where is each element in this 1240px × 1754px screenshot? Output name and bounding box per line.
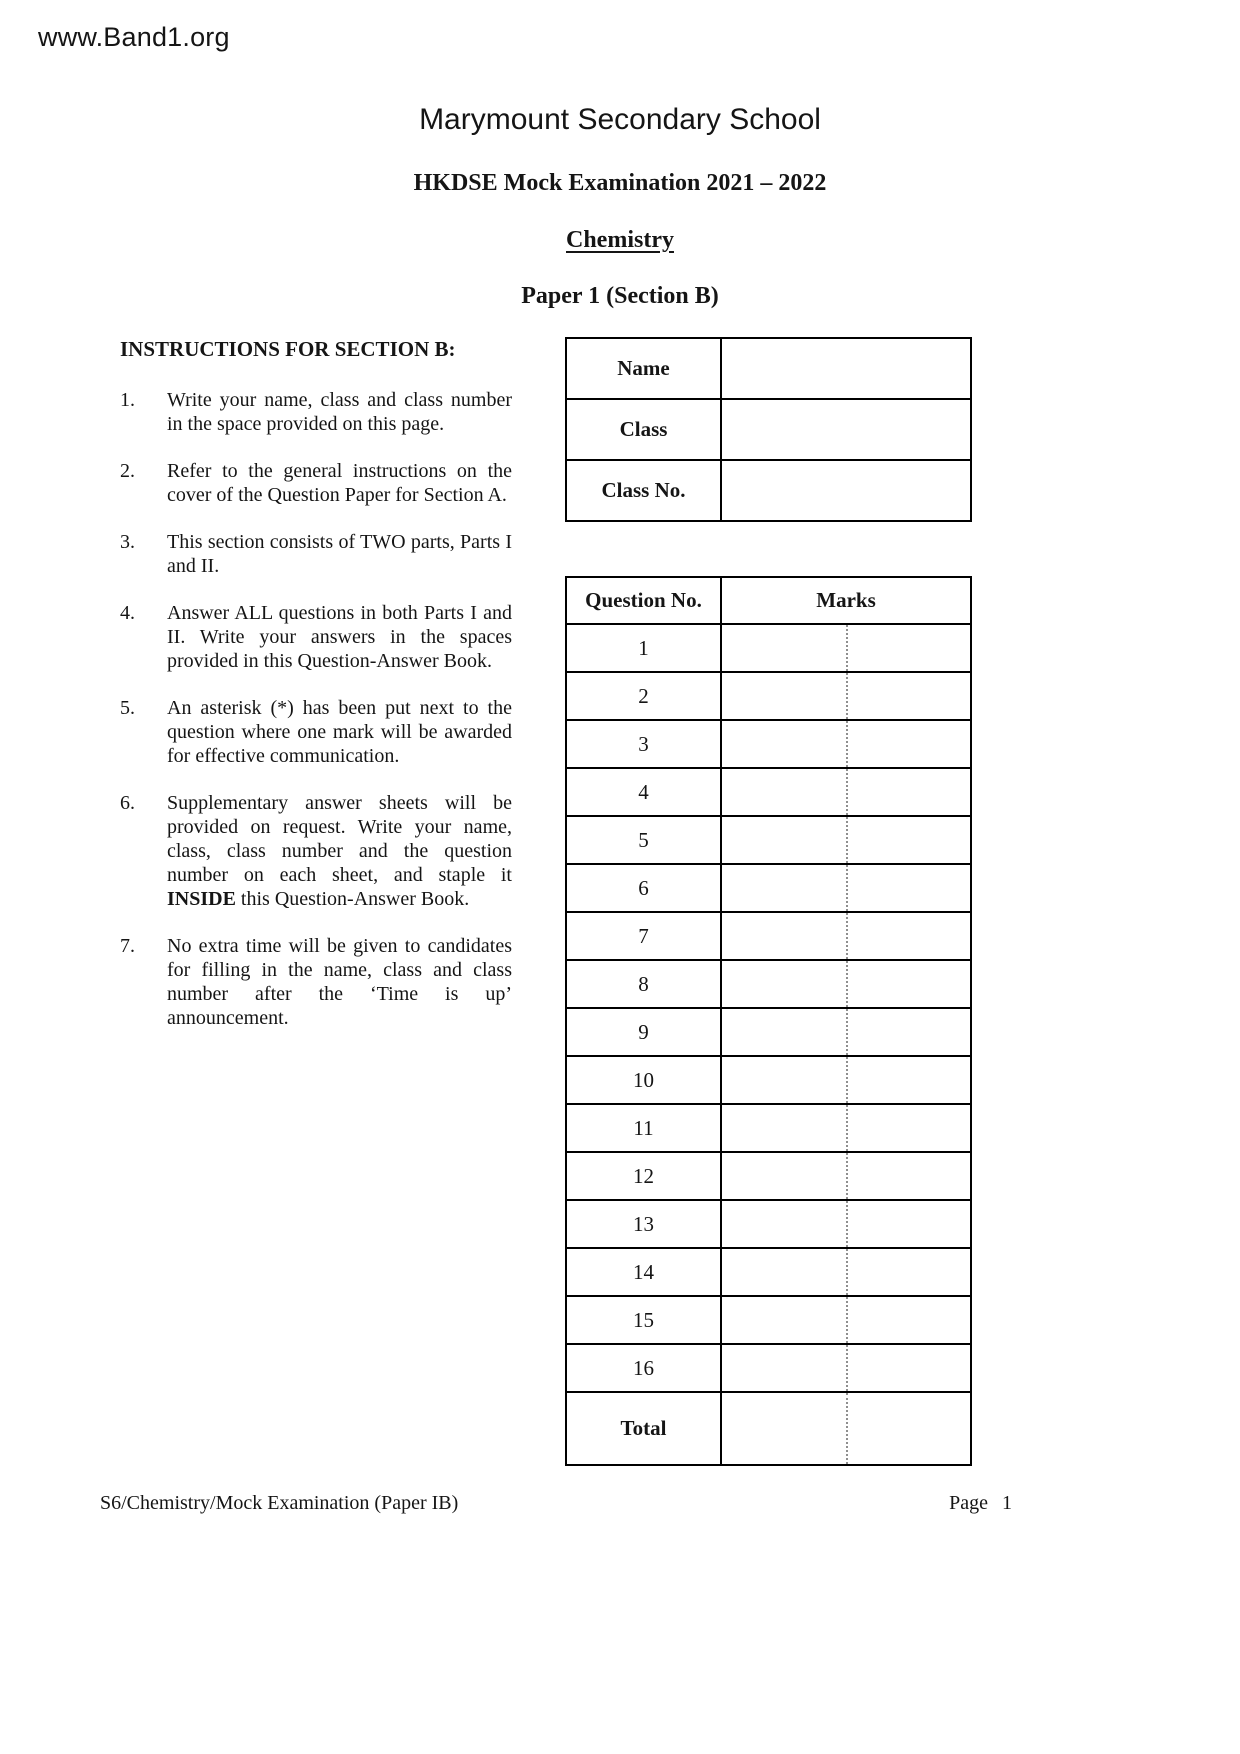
marks-cell-divider — [846, 1009, 848, 1055]
question-number: 6 — [566, 864, 721, 912]
instruction-text-after: this Question-Answer Book. — [235, 888, 470, 911]
instruction-number: 6. — [120, 792, 135, 815]
instruction-text: Answer ALL questions in both Parts I and II. Write your answers in the spaces provided in this Question-Answer Book. — [167, 602, 512, 673]
marks-total-row — [566, 1392, 971, 1465]
instruction-text: An asterisk (*) has been put next to the question where one mark will be awarded for effective communication. — [167, 697, 512, 768]
marks-cell — [721, 720, 971, 768]
question-number: 13 — [566, 1200, 721, 1248]
instruction-item-1 — [120, 388, 512, 436]
page-footer — [100, 1492, 1012, 1515]
marks-cell — [721, 1344, 971, 1392]
marks-row-4 — [566, 768, 971, 816]
marks-cell — [721, 1248, 971, 1296]
instruction-item-2 — [120, 459, 512, 507]
school-name: Marymount Secondary School — [419, 103, 821, 136]
marks-cell-divider — [846, 817, 848, 863]
marks-cell-divider — [846, 625, 848, 671]
instruction-text: This section consists of TWO parts, Parts I and II. — [167, 531, 512, 578]
marks-cell-divider — [846, 769, 848, 815]
marks-cell — [721, 1200, 971, 1248]
marks-row-6 — [566, 864, 971, 912]
question-number: 2 — [566, 672, 721, 720]
instruction-text — [167, 791, 512, 911]
marks-cell-divider — [846, 1057, 848, 1103]
instruction-item-3 — [120, 530, 512, 578]
question-number: 7 — [566, 912, 721, 960]
question-number: 9 — [566, 1008, 721, 1056]
marks-row-10 — [566, 1056, 971, 1104]
marks-cell-divider — [846, 1297, 848, 1343]
question-number: 14 — [566, 1248, 721, 1296]
student-info-table — [565, 337, 972, 522]
footer-document-ref: S6/Chemistry/Mock Examination (Paper IB) — [100, 1492, 459, 1514]
watermark-url: www.Band1.org — [38, 22, 230, 52]
class-no-label: Class No. — [566, 460, 721, 521]
marks-cell — [721, 768, 971, 816]
document-header — [0, 103, 1240, 310]
marks-cell-divider — [846, 1345, 848, 1391]
instruction-number: 5. — [120, 697, 135, 720]
marks-cell-divider — [846, 1153, 848, 1199]
class-no-value-cell — [721, 460, 971, 521]
question-number: 3 — [566, 720, 721, 768]
instruction-number: 3. — [120, 531, 135, 554]
instruction-text: Refer to the general instructions on the cover of the Question Paper for Section A. — [167, 460, 512, 507]
marks-cell — [721, 816, 971, 864]
instructions-heading: INSTRUCTIONS FOR SECTION B: — [120, 337, 456, 361]
instruction-number: 7. — [120, 935, 135, 958]
info-row-class — [566, 399, 971, 460]
instruction-text: No extra time will be given to candidates for filling in the name, class and class number after the ‘Time is up’ announcement. — [167, 935, 512, 1030]
info-row-class-no — [566, 460, 971, 521]
marks-row-11 — [566, 1104, 971, 1152]
instruction-bold-word: INSIDE — [167, 888, 236, 911]
question-number: 5 — [566, 816, 721, 864]
marks-cell-divider — [846, 721, 848, 767]
marks-cell — [721, 1104, 971, 1152]
instruction-item-6 — [120, 791, 512, 911]
page-number: 1 — [1002, 1492, 1012, 1514]
marks-row-7 — [566, 912, 971, 960]
marks-cell — [721, 864, 971, 912]
marks-cell — [721, 912, 971, 960]
class-value-cell — [721, 399, 971, 460]
marks-row-5 — [566, 816, 971, 864]
instruction-number: 2. — [120, 460, 135, 483]
name-label: Name — [566, 338, 721, 399]
marks-cell-divider — [846, 1249, 848, 1295]
instruction-item-4 — [120, 601, 512, 673]
question-number: 4 — [566, 768, 721, 816]
marks-cell — [721, 1296, 971, 1344]
instruction-item-5 — [120, 696, 512, 768]
marks-row-14 — [566, 1248, 971, 1296]
instructions-section — [120, 337, 512, 1053]
question-number: 11 — [566, 1104, 721, 1152]
marks-cell-divider — [846, 865, 848, 911]
marks-row-15 — [566, 1296, 971, 1344]
name-value-cell — [721, 338, 971, 399]
marks-cell — [721, 1008, 971, 1056]
instruction-text: Write your name, class and class number in the space provided on this page. — [167, 389, 512, 436]
marks-table-header — [566, 577, 971, 624]
paper-title: Paper 1 (Section B) — [521, 283, 719, 309]
instruction-text-before: Supplementary answer sheets will be provided on request. Write your name, class, class number and the question number on each sheet, and staple it — [167, 792, 512, 887]
footer-page-ref — [949, 1492, 1012, 1515]
marks-cell-divider — [846, 1201, 848, 1247]
info-row-name — [566, 338, 971, 399]
marks-row-1 — [566, 624, 971, 672]
question-number: 15 — [566, 1296, 721, 1344]
question-number: 1 — [566, 624, 721, 672]
instruction-number: 1. — [120, 389, 135, 412]
question-no-header: Question No. — [566, 577, 721, 624]
marks-cell — [721, 624, 971, 672]
class-label: Class — [566, 399, 721, 460]
total-marks-cell — [721, 1392, 971, 1465]
marks-cell-divider — [846, 673, 848, 719]
marks-table — [565, 576, 972, 1466]
total-label: Total — [566, 1392, 721, 1465]
marks-row-16 — [566, 1344, 971, 1392]
subject-title: Chemistry — [566, 227, 674, 253]
marks-row-9 — [566, 1008, 971, 1056]
exam-title: HKDSE Mock Examination 2021 – 2022 — [413, 170, 827, 196]
question-number: 16 — [566, 1344, 721, 1392]
marks-row-12 — [566, 1152, 971, 1200]
marks-cell-divider — [846, 961, 848, 1007]
question-number: 12 — [566, 1152, 721, 1200]
marks-cell — [721, 672, 971, 720]
page-label: Page — [949, 1492, 988, 1514]
marks-row-13 — [566, 1200, 971, 1248]
marks-cell-divider — [846, 1105, 848, 1151]
instruction-number: 4. — [120, 602, 135, 625]
question-number: 8 — [566, 960, 721, 1008]
marks-cell-divider — [846, 913, 848, 959]
marks-cell — [721, 960, 971, 1008]
marks-row-8 — [566, 960, 971, 1008]
marks-cell-divider — [846, 1393, 848, 1464]
marks-header: Marks — [721, 577, 971, 624]
marks-cell — [721, 1056, 971, 1104]
instruction-item-7 — [120, 934, 512, 1030]
marks-row-3 — [566, 720, 971, 768]
question-number: 10 — [566, 1056, 721, 1104]
marks-row-2 — [566, 672, 971, 720]
marks-cell — [721, 1152, 971, 1200]
